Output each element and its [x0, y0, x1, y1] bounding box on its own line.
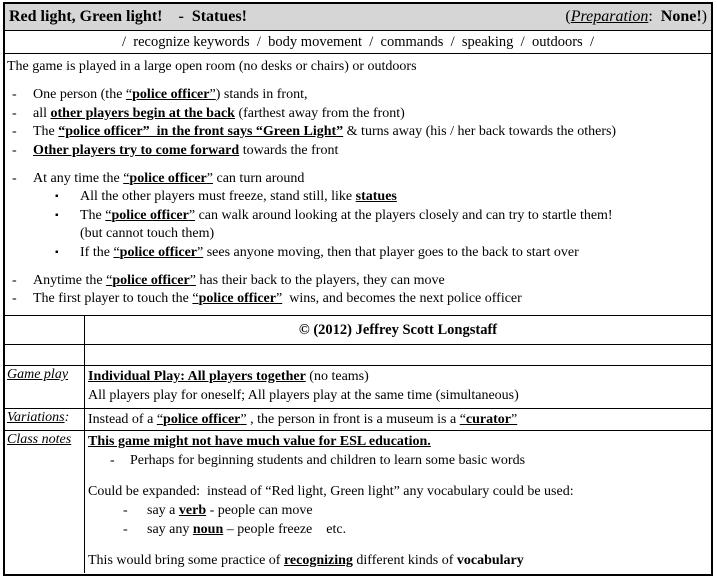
text-segment: “	[459, 412, 466, 427]
variations-content	[85, 409, 711, 430]
text-line	[88, 482, 708, 501]
text-line	[88, 386, 708, 405]
text-segment: One person (the	[33, 87, 126, 102]
text-segment: statues	[355, 189, 397, 204]
text-segment: (no teams)	[305, 369, 369, 384]
text-line	[5, 170, 711, 189]
text-segment: ”	[197, 244, 204, 260]
text-segment: (farthest away from the front)	[234, 105, 405, 121]
copyright-row	[5, 316, 711, 345]
line-text	[33, 290, 522, 309]
copyright-empty-cell	[5, 316, 85, 344]
variations-row	[5, 409, 711, 431]
text-segment: Other players try to come forward	[33, 142, 240, 158]
bullet-marker: -	[12, 124, 17, 139]
text-segment: Instead of a	[88, 412, 157, 427]
blank-line	[5, 77, 711, 87]
text-segment: noun	[192, 522, 224, 537]
bullet-marker: -	[12, 105, 17, 121]
bullet-marker: -	[12, 142, 17, 158]
text-segment: say a	[147, 503, 179, 518]
text-line	[5, 207, 711, 226]
class-notes-label-cell	[5, 431, 85, 573]
text-segment: , the person in front is a museum is a	[246, 412, 460, 427]
text-segment: The	[80, 207, 106, 223]
line-text	[33, 142, 338, 161]
spacer-left-cell	[5, 345, 85, 365]
text-segment: wins, and becomes the next police officer	[282, 291, 522, 306]
text-segment: police officer	[163, 412, 241, 427]
title-bar	[5, 4, 711, 31]
text-segment: ”	[240, 412, 247, 427]
bullet-marker: -	[12, 170, 17, 186]
bullet-marker: -	[110, 453, 115, 468]
line-text	[80, 244, 579, 263]
preparation-note	[565, 8, 707, 26]
text-segment: Perhaps for beginning students and children to learn some basic words	[130, 453, 526, 468]
line-text	[7, 58, 417, 77]
line-text	[33, 170, 304, 189]
bullet-marker: -	[123, 503, 128, 518]
text-line	[88, 367, 708, 386]
line-text	[88, 367, 369, 386]
text-segment: ”	[275, 291, 283, 306]
text-line	[5, 188, 711, 207]
text-segment: Individual Play: All players together	[88, 369, 306, 384]
bullet-spacer	[55, 225, 80, 244]
class-notes-label	[7, 432, 71, 447]
text-segment: ”	[188, 207, 196, 223]
text-segment: different kinds of	[352, 553, 457, 568]
text-segment: other players begin at the back	[50, 105, 235, 121]
copyright-text: © (2012) Jeffrey Scott Longstaff	[298, 321, 498, 338]
text-segment: Statues!	[191, 8, 247, 25]
text-segment: :	[64, 410, 70, 425]
text-segment: The game is played in a large open room (no desks or chairs) or outdoors	[7, 59, 417, 74]
text-segment: can walk around looking at the players closely and can try to startle them!	[195, 207, 613, 223]
text-segment: all	[33, 105, 51, 121]
line-text	[33, 272, 445, 291]
text-line	[88, 520, 708, 539]
line-text	[80, 188, 397, 207]
text-segment: can turn around	[213, 170, 305, 186]
text-segment: police officer	[119, 244, 198, 260]
page-title	[9, 8, 247, 26]
game-play-label-cell	[5, 366, 85, 408]
text-segment: This game might not have much value for ESL education.	[88, 434, 431, 449]
game-play-content	[85, 366, 711, 408]
game-play-label	[7, 367, 68, 382]
text-line	[5, 290, 711, 309]
text-segment: None!	[660, 8, 702, 25]
keywords-line	[5, 31, 711, 54]
spacer-row	[5, 345, 711, 366]
text-segment: towards the front	[239, 142, 339, 158]
text-segment: has their back to the players, they can move	[195, 272, 445, 288]
text-segment: Anytime the	[33, 272, 107, 288]
text-segment: This would bring some practice of	[88, 553, 284, 568]
blank-line	[5, 262, 711, 272]
text-segment: curator	[465, 412, 511, 427]
text-segment: (but cannot touch them)	[80, 226, 215, 241]
text-line	[88, 451, 708, 470]
bullet-marker: -	[123, 522, 128, 537]
text-line	[88, 551, 708, 570]
text-segment: police officer	[129, 170, 207, 186]
game-play-row	[5, 366, 711, 409]
text-segment: ”	[189, 272, 196, 288]
text-line	[5, 244, 711, 263]
keywords-text: / recognize keywords / body movement / commands / speaking / outdoors /	[122, 33, 594, 50]
text-line	[5, 272, 711, 291]
text-line	[5, 142, 711, 161]
blank-line	[88, 470, 708, 482]
bullet-marker: ▪	[55, 246, 59, 258]
line-text	[33, 105, 405, 124]
text-segment: ”	[209, 87, 216, 102]
text-line	[88, 432, 708, 451]
text-segment: – people freeze etc.	[223, 522, 347, 537]
text-segment: At any time the	[33, 170, 124, 186]
line-text	[130, 451, 525, 470]
text-segment: ”	[511, 412, 518, 427]
text-segment: :	[648, 8, 661, 25]
text-segment: ) stands in front,	[215, 87, 308, 102]
bullet-marker: -	[12, 272, 17, 288]
text-segment: say any	[147, 522, 193, 537]
text-segment: verb	[178, 503, 207, 518]
bullet-marker: ▪	[55, 209, 59, 221]
rules-section	[5, 54, 711, 316]
text-segment: vocabulary	[456, 553, 524, 568]
text-segment: Class notes	[7, 432, 72, 447]
text-segment: Red light, Green light!	[9, 8, 163, 25]
text-segment: The first player to touch the	[33, 291, 193, 306]
text-segment: police officer	[112, 272, 190, 288]
line-text	[88, 386, 519, 405]
text-segment: Game play	[7, 367, 69, 382]
text-segment: “	[113, 244, 120, 260]
text-segment: -	[162, 8, 192, 25]
line-text	[147, 520, 346, 539]
text-line	[5, 123, 711, 142]
text-segment: recognizing	[283, 553, 353, 568]
text-segment: )	[701, 8, 707, 25]
variations-label	[7, 410, 69, 425]
text-segment: “	[125, 87, 133, 102]
text-line	[5, 225, 711, 244]
document-table	[3, 2, 713, 576]
text-line	[88, 501, 708, 520]
text-segment: The	[33, 124, 59, 139]
bullet-marker: -	[12, 291, 17, 306]
text-segment: ”	[206, 170, 213, 186]
variations-label-cell	[5, 409, 85, 430]
blank-line	[5, 160, 711, 170]
class-notes-row	[5, 431, 711, 573]
text-segment: “	[105, 207, 112, 223]
text-segment: All players play for oneself; All players play at the same time (simultaneous)	[88, 388, 519, 403]
line-text	[33, 123, 616, 142]
text-segment: If the	[80, 244, 114, 260]
text-line	[88, 410, 708, 429]
text-segment: Could be expanded: instead of “Red light, Green light” any vocabulary could be used:	[88, 484, 574, 499]
text-segment: police officer	[132, 87, 210, 102]
text-segment: “	[156, 412, 164, 427]
text-segment: & turns away (his / her back towards the others)	[343, 124, 617, 139]
line-text	[88, 410, 517, 429]
line-text	[88, 432, 431, 451]
text-segment: “	[192, 291, 199, 306]
line-text	[80, 207, 613, 226]
line-text	[80, 225, 214, 244]
blank-line	[88, 539, 708, 551]
text-segment: police officer	[198, 291, 276, 306]
bullet-marker: -	[12, 87, 17, 102]
text-segment: Preparation	[570, 8, 649, 25]
class-notes-content	[85, 431, 711, 573]
text-segment: police officer	[111, 207, 189, 223]
line-text	[147, 501, 313, 520]
text-segment: - people can move	[206, 503, 313, 518]
bullet-marker: ▪	[55, 191, 59, 202]
text-segment: Variations	[7, 410, 65, 425]
text-segment: “	[123, 170, 130, 186]
text-line	[5, 105, 711, 124]
text-line	[5, 86, 711, 105]
text-segment: All the other players must freeze, stand still, like	[80, 189, 356, 204]
line-text	[88, 482, 574, 501]
line-text	[88, 551, 524, 570]
spacer-right-cell	[85, 345, 711, 365]
text-segment: (	[565, 8, 571, 25]
line-text	[33, 86, 307, 105]
text-line	[5, 58, 711, 77]
text-segment: sees anyone moving, then that player goes to the back to start over	[203, 244, 579, 260]
text-segment: “police officer” in the front says “Green Light”	[58, 124, 344, 139]
text-segment: “	[106, 272, 113, 288]
